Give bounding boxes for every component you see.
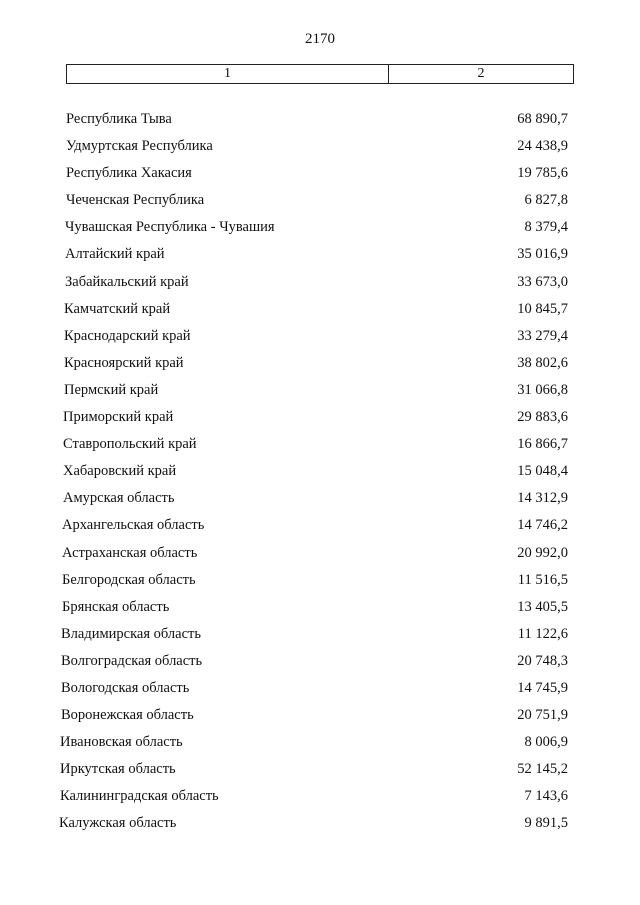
- region-value: 31 066,8: [517, 381, 568, 398]
- region-name: Камчатский край: [64, 300, 171, 317]
- table-row: [0, 650, 640, 677]
- table-row: [0, 704, 640, 731]
- table-row: [0, 189, 640, 216]
- page-number: 2170: [305, 31, 335, 47]
- table-row: [0, 433, 640, 460]
- table-row: [0, 731, 640, 758]
- region-value: 33 279,4: [517, 327, 568, 344]
- table-row: [0, 542, 640, 569]
- table-row: [0, 596, 640, 623]
- region-name: Республика Хакасия: [66, 165, 192, 182]
- region-value: 20 992,0: [517, 544, 568, 561]
- region-value: 6 827,8: [524, 192, 568, 209]
- table-row: [0, 406, 640, 433]
- region-name: Чувашская Республика - Чувашия: [65, 219, 275, 236]
- region-value: 10 845,7: [517, 300, 568, 317]
- region-name: Алтайский край: [65, 246, 165, 263]
- table-row: [0, 514, 640, 541]
- column-header-2: 2: [477, 66, 485, 81]
- region-name: Пермский край: [64, 381, 159, 398]
- table-row: [0, 460, 640, 487]
- table-row: [0, 243, 640, 270]
- region-value: 11 122,6: [517, 625, 568, 642]
- region-value: 24 438,9: [517, 138, 568, 155]
- region-name: Краснодарский край: [64, 327, 191, 344]
- region-value: 52 145,2: [517, 761, 568, 778]
- region-name: Республика Тыва: [66, 111, 172, 127]
- table-row: [0, 569, 640, 596]
- table-row: [0, 812, 640, 839]
- region-name: Приморский край: [63, 409, 174, 426]
- column-header-1: 1: [67, 65, 389, 83]
- column-header-table: [66, 64, 574, 84]
- region-value: 19 785,6: [517, 165, 568, 182]
- table-row: [0, 325, 640, 352]
- region-name: Красноярский край: [64, 354, 184, 371]
- table-row: [0, 623, 640, 650]
- table-row: [0, 379, 640, 406]
- region-value: 15 048,4: [517, 463, 568, 480]
- table-row: [0, 162, 640, 189]
- region-name: Волгоградская область: [61, 652, 203, 669]
- region-value: 14 312,9: [517, 490, 568, 507]
- region-value: 29 883,6: [517, 409, 568, 426]
- region-name: Калужская область: [59, 815, 177, 832]
- region-value: 8 379,4: [524, 219, 568, 236]
- table-row: [0, 677, 640, 704]
- region-value: 38 802,6: [517, 354, 568, 371]
- region-value: 11 516,5: [517, 571, 568, 588]
- table-row: [0, 785, 640, 812]
- region-name: Воронежская область: [61, 707, 194, 724]
- table-row: [0, 298, 640, 325]
- region-name: Вологодская область: [61, 679, 190, 696]
- region-value: 20 748,3: [517, 652, 568, 669]
- table-row: [0, 108, 640, 135]
- table-row: [0, 352, 640, 379]
- table-row: [0, 487, 640, 514]
- region-value: 14 746,2: [517, 517, 568, 534]
- region-name: Калининградская область: [60, 788, 219, 805]
- region-value: 20 751,9: [517, 707, 568, 724]
- region-name: Иркутская область: [60, 761, 176, 778]
- region-value-list: [0, 108, 640, 840]
- region-value: 13 405,5: [517, 598, 568, 615]
- table-row: [0, 135, 640, 162]
- region-name: Ставропольский край: [63, 436, 197, 453]
- region-name: Белгородская область: [62, 571, 196, 588]
- region-value: 35 016,9: [517, 246, 568, 263]
- region-name: Удмуртская Республика: [66, 138, 213, 155]
- region-name: Хабаровский край: [63, 463, 177, 480]
- region-value: 14 745,9: [517, 679, 568, 696]
- region-name: Амурская область: [63, 490, 175, 507]
- table-row: [0, 758, 640, 785]
- region-name: Астраханская область: [62, 544, 198, 561]
- region-value: 8 006,9: [524, 734, 568, 751]
- table-row: [0, 216, 640, 243]
- region-name: Владимирская область: [61, 625, 201, 642]
- region-value: 9 891,5: [524, 815, 568, 832]
- region-name: Архангельская область: [62, 517, 205, 534]
- region-name: Брянская область: [62, 598, 170, 615]
- region-value: 7 143,6: [524, 788, 568, 805]
- region-value: 68 890,7: [517, 111, 568, 127]
- region-name: Ивановская область: [60, 734, 183, 751]
- table-row: [0, 271, 640, 298]
- region-name: Чеченская Республика: [66, 192, 205, 209]
- region-name: Забайкальский край: [65, 273, 189, 290]
- region-value: 33 673,0: [517, 273, 568, 290]
- region-value: 16 866,7: [517, 436, 568, 453]
